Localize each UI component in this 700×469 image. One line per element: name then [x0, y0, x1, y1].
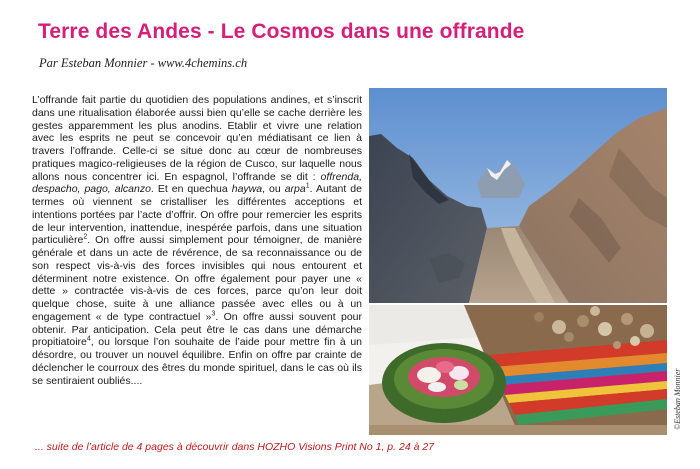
article-body	[32, 94, 362, 387]
body-part: , ou lorsque l’on souhaite de l’aide pour mettre fin à un désordre, ou trouver un nouvel équilibre. Enfin on offre par crainte de déclencher le courroux des êtres du monde spirituel, dans le cas où ils se sentiraient oubliés....	[32, 336, 362, 387]
body-part: L’offrande fait partie du quotidien des populations andines, et s’inscrit dans une ritualisation élaborée aussi bien qu’elle se cache derrière les gestes apparemment les plus anodins. Etablir et vivre une relation avec les esprits ne peut se concevoir qu’en médiatisant ce lien à travers l’offrande. Celle-ci se situe donc au cœur de nombreuses pratiques magico-religieuses de la région de Cusco, sur laquelle nous allons nous concentrer ici. En espagnol, l’offrande se dit :	[32, 94, 362, 183]
offering-photo	[369, 305, 667, 435]
article-continuation-note: ... suite de l’article de 4 pages à découvrir dans HOZHO Visions Print No 1, p. 24 à 27	[35, 441, 435, 453]
footnote-ref: 1	[305, 182, 310, 190]
body-part: . On offre aussi simplement pour témoigner, de manière générale et dans un acte de révérence, de sa reconnaissance ou de son respect vis-à-vis des forces invisibles qui nous entourent et déterminent notre existence. On offre également pour payer une « dette » contractée vis-à-vis de ces forces, parce qu’on leur doit quelque chose, suite à une alliance passée avec elles ou à un engagement « de type contractuel »	[32, 234, 362, 323]
body-italic: arpa	[284, 183, 306, 196]
photo-credit: ©Esteban Monnier	[673, 368, 682, 430]
mountain-trail-photo	[369, 88, 667, 303]
body-part: . Et en quechua	[150, 183, 232, 196]
body-italic: haywa	[231, 183, 263, 196]
body-part: . On offre aussi souvent pour obtenir. Par anticipation. Cela peut être le cas dans une démarche propitiatoire	[32, 310, 362, 349]
footnote-ref: 2	[83, 233, 88, 241]
article-byline: Par Esteban Monnier - www.4chemins.ch	[39, 56, 248, 70]
article-title: Terre des Andes - Le Cosmos dans une offrande	[38, 20, 525, 43]
mountain-trail-illustration	[369, 88, 667, 303]
body-part: . Autant de termes où viennent se cristalliser les différentes acceptions et intentions portées par l’acte d’offrir. On offre pour remercier les esprits de leur intervention, inattendue, inespérée parfois, dans une situation particulière	[32, 183, 362, 247]
offering-illustration	[369, 305, 667, 435]
body-part: , ou	[262, 183, 285, 196]
body-italic: offrenda, despacho, pago, alcanzo	[32, 170, 362, 196]
footnote-ref: 3	[211, 310, 216, 318]
footnote-ref: 4	[86, 335, 91, 343]
